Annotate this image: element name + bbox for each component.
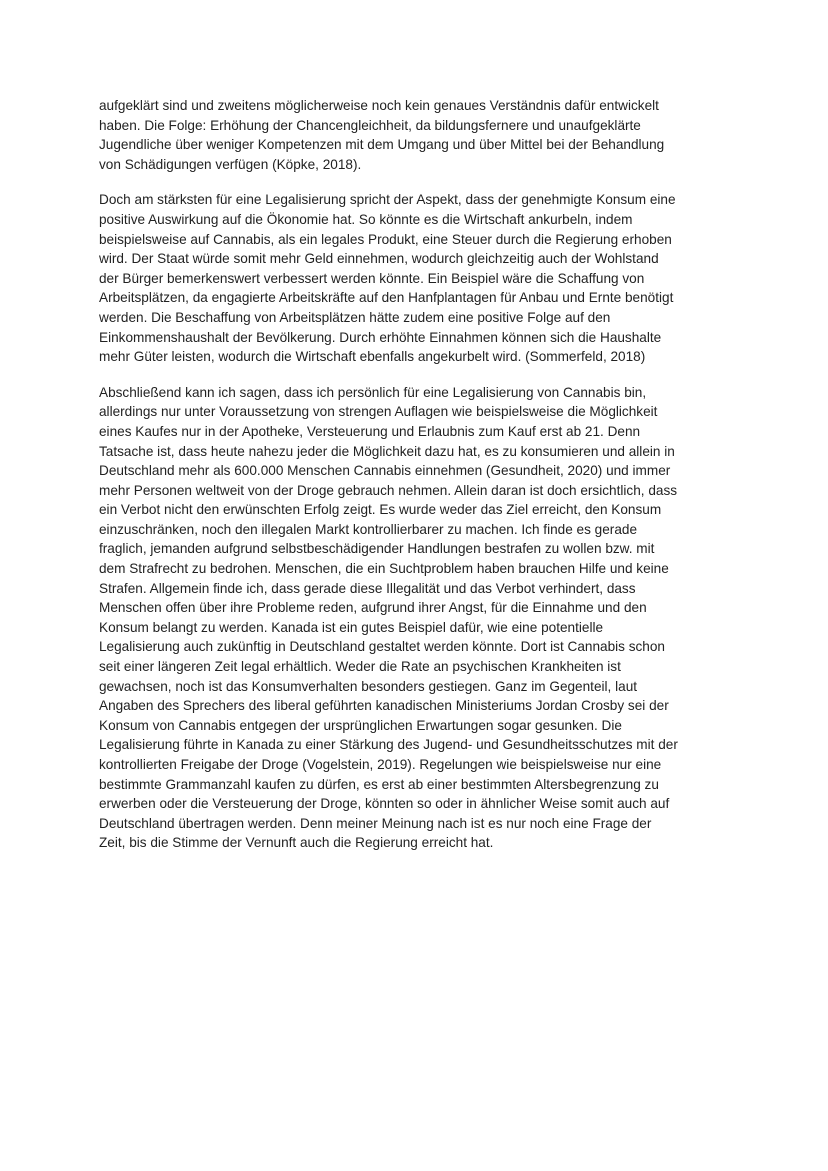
- text-line: werden. Die Beschaffung von Arbeitsplätzen hätte zudem eine positive Folge auf den: [99, 309, 611, 325]
- text-line: Konsum von Cannabis entgegen der ursprünglichen Erwartungen sogar gesunken. Die: [99, 717, 622, 733]
- text-line: mehr Güter leisten, wodurch die Wirtschaft ebenfalls angekurbelt wird. (Sommerfeld, 2018): [99, 349, 646, 365]
- text-line: Tatsache ist, dass heute nahezu jeder die Möglichkeit dazu hat, es zu konsumieren und allein in: [99, 443, 675, 459]
- text-line: Legalisierung auch zukünftig in Deutschland gestaltet werden könnte. Dort ist Cannabis schon: [99, 639, 665, 655]
- text-line: erwerben oder die Versteuerung der Droge, könnten so oder in ähnlicher Weise somit auch auf: [99, 796, 670, 812]
- text-line: dem Strafrecht zu bedrohen. Menschen, die ein Suchtproblem haben brauchen Hilfe und keine: [99, 561, 669, 577]
- text-line: positive Auswirkung auf die Ökonomie hat. So könnte es die Wirtschaft ankurbeln, indem: [99, 211, 633, 227]
- text-line: wird. Der Staat würde somit mehr Geld einnehmen, wodurch gleichzeitig auch der Wohlstand: [99, 251, 659, 267]
- text-line: fraglich, jemanden aufgrund selbstbeschädigender Handlungen bestrafen zu wollen bzw. mit: [99, 541, 655, 557]
- text-line: Angaben des Sprechers des liberal geführten kanadischen Ministeriums Jordan Crosby sei der: [99, 698, 669, 714]
- text-line: allerdings nur unter Voraussetzung von strengen Auflagen wie beispielsweise die Möglichkeit: [99, 404, 658, 420]
- text-line: der Bürger bemerkenswert verbessert werden könnte. Ein Beispiel wäre die Schaffung von: [99, 270, 645, 286]
- text-line: eines Kaufes nur in der Apotheke, Versteuerung und Erlaubnis zum Kauf erst ab 21. Denn: [99, 423, 641, 439]
- text-line: aufgeklärt sind und zweitens möglicherweise noch kein genaues Verständnis dafür entwickelt: [99, 98, 659, 113]
- text-line: Arbeitsplätzen, da engagierte Arbeitskräfte auf den Hanfplantagen für Anbau und Ernte benötigt: [99, 290, 674, 306]
- text-line: ein Verbot nicht den erwünschten Erfolg zeigt. Es wurde weder das Ziel erreicht, den Konsum: [99, 502, 662, 518]
- text-line: Konsum belangt zu werden. Kanada ist ein gutes Beispiel dafür, wie eine potentielle: [99, 619, 604, 635]
- paragraph-2: [99, 190, 731, 366]
- text-line: Einkommenshaushalt der Bevölkerung. Durch erhöhte Einnahmen können sich die Haushalte: [99, 329, 662, 345]
- text-line: Abschließend kann ich sagen, dass ich persönlich für eine Legalisierung von Cannabis bin,: [99, 384, 647, 400]
- text-line: von Schädigungen verfügen (Köpke, 2018).: [99, 156, 362, 172]
- paragraph-1: [99, 96, 731, 174]
- text-line: mehr Personen weltweit von der Droge gebrauch nehmen. Allein daran ist doch ersichtlich, dass: [99, 482, 678, 498]
- text-line: Deutschland übertragen werden. Denn meiner Meinung nach ist es nur noch eine Frage der: [99, 815, 652, 831]
- text-line: Strafen. Allgemein finde ich, dass gerade diese Illegalität und das Verbot verhindert, dass: [99, 580, 636, 596]
- text-line: Menschen offen über ihre Probleme reden, aufgrund ihrer Angst, für die Einnahme und den: [99, 600, 647, 616]
- text-line: bestimmte Grammanzahl kaufen zu dürfen, es erst ab einer bestimmten Altersbegrenzung zu: [99, 776, 659, 792]
- text-line: seit einer längeren Zeit legal erhältlich. Weder die Rate an psychischen Krankheiten ist: [99, 659, 621, 675]
- text-line: Deutschland mehr als 600.000 Menschen Cannabis einnehmen (Gesundheit, 2020) und immer: [99, 463, 671, 479]
- paragraph-3: [99, 383, 731, 853]
- text-line: kontrollierten Freigabe der Droge (Vogelstein, 2019). Regelungen wie beispielsweise nur eine: [99, 757, 662, 772]
- text-line: beispielsweise auf Cannabis, als ein legales Produkt, eine Steuer durch die Regierung erhoben: [99, 231, 672, 247]
- text-line: einzuschränken, noch den illegalen Markt kontrollierbarer zu machen. Ich finde es gerade: [99, 521, 638, 537]
- text-line: Jugendliche über weniger Kompetenzen mit dem Umgang und über Mittel bei der Behandlung: [99, 137, 665, 153]
- document-body: [99, 96, 731, 869]
- text-line: Legalisierung führte in Kanada zu einer Stärkung des Jugend- und Gesundheitsschutzes mit der: [99, 737, 678, 753]
- text-line: Doch am stärksten für eine Legalisierung spricht der Aspekt, dass der genehmigte Konsum eine: [99, 192, 676, 208]
- text-line: haben. Die Folge: Erhöhung der Chancengleichheit, da bildungsfernere und unaufgeklärte: [99, 117, 641, 133]
- text-line: Zeit, bis die Stimme der Vernunft auch die Regierung erreicht hat.: [99, 835, 494, 851]
- text-line: gewachsen, noch ist das Konsumverhalten besonders gestiegen. Ganz im Gegenteil, laut: [99, 678, 638, 694]
